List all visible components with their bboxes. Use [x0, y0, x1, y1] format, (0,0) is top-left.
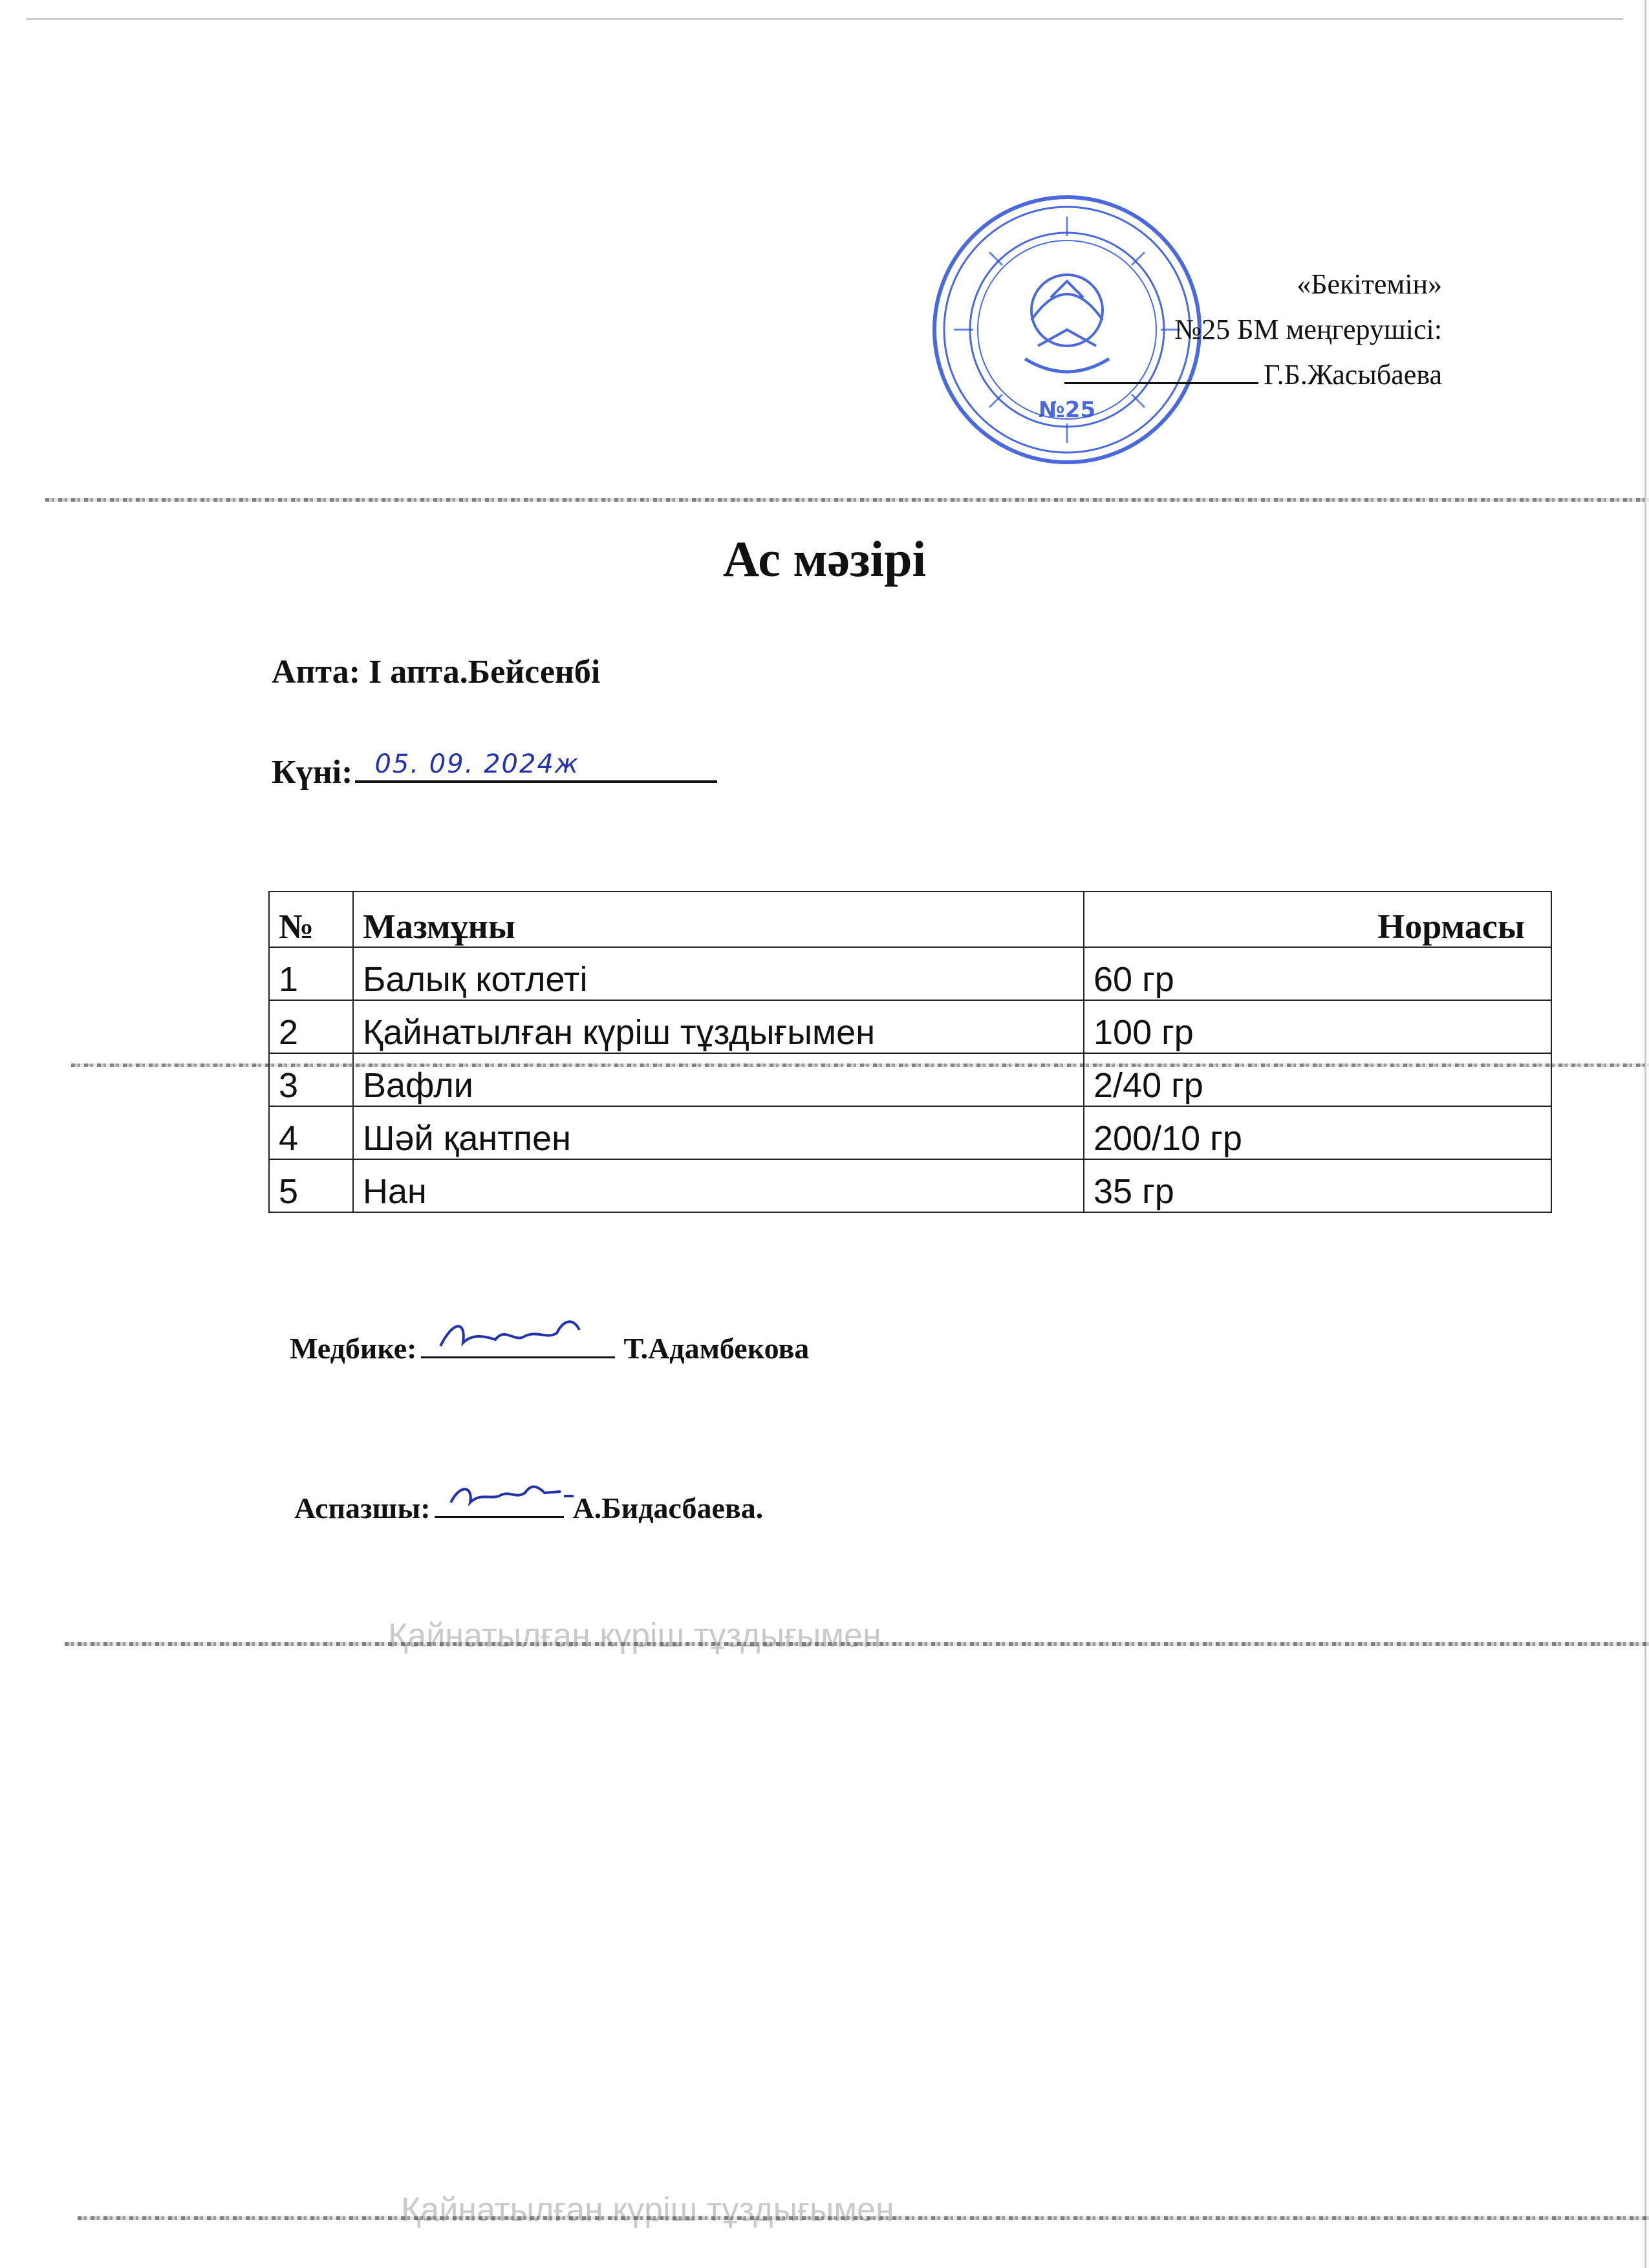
scan-ghost-text: Қайнатылған күріш тұздығымен [401, 2191, 894, 2229]
table-header-row [269, 892, 1551, 947]
table-row [269, 947, 1551, 1000]
nurse-name: Т.Адамбекова [623, 1332, 810, 1365]
cook-handwritten-signature [447, 1467, 577, 1519]
menu-table [268, 891, 1552, 1213]
row-number: 1 [269, 947, 353, 1000]
date-field [355, 747, 717, 783]
scan-ghost-text: Қайнатылған күріш тұздығымен [388, 1617, 881, 1654]
nurse-label: Медбике: [290, 1332, 417, 1365]
row-norm: 200/10 гр [1084, 1106, 1551, 1159]
row-norm: 100 гр [1084, 1000, 1551, 1053]
approval-label: «Бекітемін» [1297, 268, 1442, 300]
date-value: 05. 09. 2024ж [374, 749, 579, 779]
header-content: Мазмұны [353, 892, 1084, 947]
table-row [269, 1159, 1551, 1212]
nurse-handwritten-signature [434, 1307, 589, 1359]
svg-text:№25: №25 [1038, 397, 1096, 423]
header-norm: Нормасы [1084, 892, 1551, 947]
date-label: Күні: [272, 754, 353, 791]
director-name: Г.Б.Жасыбаева [1264, 359, 1442, 390]
row-norm: 60 гр [1084, 947, 1551, 1000]
page-title: Ас мәзірі [722, 531, 927, 587]
cook-signature-row [294, 1490, 763, 1525]
row-number: 2 [269, 1000, 353, 1053]
cook-name: А.Бидасбаева. [572, 1492, 764, 1524]
row-content: Шәй қантпен [353, 1106, 1084, 1159]
director-signature-blank [1064, 376, 1258, 384]
approval-signature-line [1064, 352, 1442, 398]
row-norm: 2/40 гр [1084, 1053, 1551, 1106]
scan-artifact-line [45, 498, 1649, 502]
cook-signature-blank [435, 1490, 564, 1518]
table-row [269, 1106, 1551, 1159]
row-content: Вафли [353, 1053, 1084, 1106]
header-number: № [269, 892, 353, 947]
scan-edge-top [26, 18, 1623, 20]
row-content: Қайнатылған күріш тұздығымен [353, 1000, 1084, 1053]
row-number: 3 [269, 1053, 353, 1106]
scan-edge-right [1644, 0, 1646, 2268]
nurse-signature-blank [421, 1331, 615, 1358]
nurse-signature-row [290, 1331, 809, 1365]
approval-position: №25 БМ меңгерушісі: [1174, 314, 1442, 345]
cook-label: Аспазшы: [294, 1492, 431, 1524]
week-label: Апта: I апта.Бейсенбі [272, 654, 601, 690]
table-row [269, 1053, 1551, 1106]
table-row [269, 1000, 1551, 1053]
row-content: Нан [353, 1159, 1084, 1212]
row-content: Балық котлеті [353, 947, 1084, 1000]
row-number: 4 [269, 1106, 353, 1159]
approval-block [1064, 262, 1442, 398]
row-number: 5 [269, 1159, 353, 1212]
date-row [272, 747, 717, 791]
row-norm: 35 гр [1084, 1159, 1551, 1212]
